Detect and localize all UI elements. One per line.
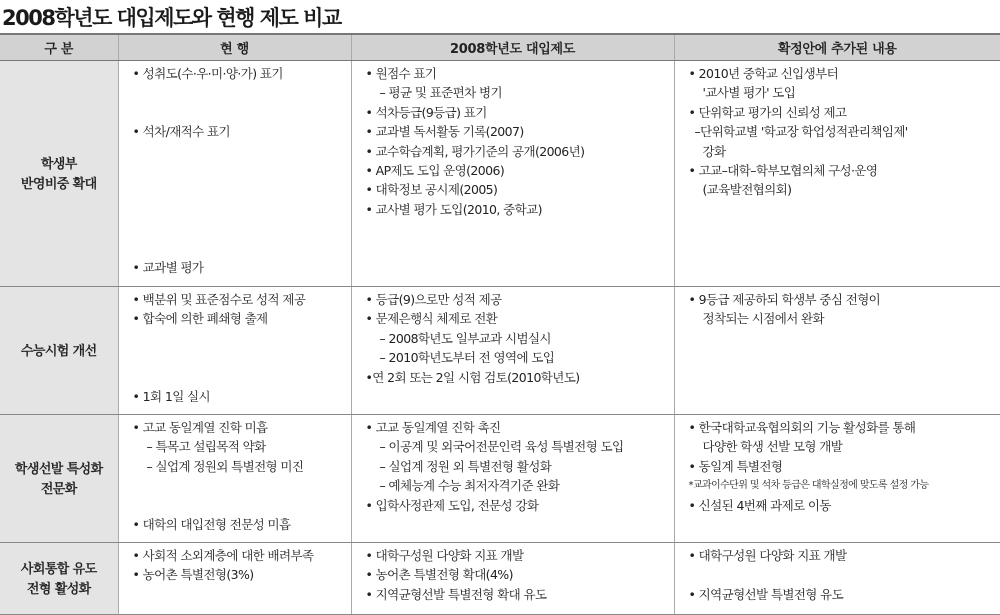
list-item: • 9등급 제공하되 학생부 중심 전형이 (688, 292, 881, 307)
table-row (0, 543, 1000, 615)
current-cell (118, 415, 351, 543)
table-row (0, 287, 1000, 415)
list-item (133, 142, 347, 161)
list-item (133, 496, 347, 515)
list-item (133, 239, 347, 258)
category-line: 학생선발 특성화 (14, 462, 103, 478)
table-row (0, 61, 1000, 287)
plan-2008-cell (351, 415, 674, 543)
plan-2008-cell (351, 61, 674, 287)
list-item (133, 83, 347, 102)
list-subitem: '교사별 평가' 도입 (702, 85, 796, 101)
list-item: • 대학구성원 다양화 지표 개발 (688, 548, 847, 563)
list-item: • 한국대학교육협의회의 기능 활성화를 통해 (688, 420, 916, 435)
list-item: • 농어촌 특별전형(3%) (132, 567, 254, 583)
category-cell (0, 415, 118, 543)
list-subitem: – 예체능계 수능 최저자격기준 완화 (379, 478, 560, 494)
list-subitem: – 이공계 및 외국어전문인력 육성 특별전형 도입 (379, 439, 624, 455)
list-item: • 단위학교 평가의 신뢰성 제고 (688, 104, 847, 120)
list-item (133, 200, 347, 219)
list-item: • 지역균형선발 특별전형 유도 (688, 586, 844, 602)
list-item (133, 329, 347, 348)
list-item (133, 368, 347, 387)
list-item: • 대학정보 공시제(2005) (365, 182, 498, 198)
footnote: *교과이수단위 및 석차 등급은 대학실정에 맞도록 설정 가능 (688, 480, 929, 492)
list-item: • 1회 1일 실시 (132, 388, 210, 404)
list-item: •연 2회 또는 2일 시험 검토(2010학년도) (365, 369, 580, 385)
list-item: • 등급(9)으로만 성적 제공 (365, 292, 502, 307)
list-item: • 석차/재적수 표기 (132, 124, 230, 140)
list-item: • 지역균형선발 특별전형 확대 유도 (365, 586, 547, 602)
list-item: • 문제은행식 체제로 전환 (365, 311, 498, 327)
header-current: 현 행 (118, 34, 351, 61)
category-line: 반영비중 확대 (20, 176, 97, 192)
list-item: • 고교 동일계열 진학 촉진 (365, 420, 501, 435)
category-line: 전형 활성화 (26, 581, 91, 597)
list-item: • 백분위 및 표준점수로 성적 제공 (132, 292, 306, 307)
list-subitem: – 특목고 설립목적 약화 (146, 439, 266, 455)
category-line: 전문화 (40, 481, 77, 497)
list-item: • 입학사정관제 도입, 전문성 강화 (365, 497, 539, 513)
list-subitem: – 실업계 정원 외 특별전형 활성화 (379, 458, 552, 474)
category-cell (0, 287, 118, 415)
current-cell (118, 543, 351, 615)
header-added: 확정안에 추가된 내용 (674, 34, 1000, 61)
list-item: • 교사별 평가 도입(2010, 중학교) (365, 201, 542, 217)
list-item (133, 219, 347, 238)
added-cell (674, 287, 1000, 415)
added-cell (674, 61, 1000, 287)
list-item: • AP제도 도입 운영(2006) (365, 162, 505, 178)
list-item (689, 565, 997, 584)
added-cell (674, 543, 1000, 615)
table-header-row (0, 34, 1000, 61)
list-item: • 교과별 평가 (132, 259, 204, 275)
list-subitem: (교육발전협의회) (702, 182, 792, 198)
list-item: • 원점수 표기 (365, 66, 437, 81)
plan-2008-cell (351, 287, 674, 415)
header-category: 구 분 (0, 34, 118, 61)
list-subitem: – 2008학년도 일부교과 시범실시 (379, 330, 551, 346)
comparison-table (0, 33, 1000, 615)
category-cell (0, 543, 118, 615)
table-row (0, 415, 1000, 543)
list-subitem: – 평균 및 표준편차 병기 (379, 85, 502, 101)
plan-2008-cell (351, 543, 674, 615)
list-subitem: – 실업계 정원외 특별전형 미진 (146, 458, 304, 474)
list-item: • 대학의 대입전형 전문성 미흡 (132, 516, 291, 532)
list-item: • 신설된 4번째 과제로 이동 (688, 497, 831, 513)
list-item: • 고교–대학–학부모협의체 구성·운영 (688, 162, 878, 178)
list-item: • 석차등급(9등급) 표기 (365, 104, 487, 120)
list-item: • 사회적 소외계층에 대한 배려부족 (132, 548, 314, 563)
list-subitem: –단위학교별 '학교장 학업성적관리책임제' (694, 124, 908, 140)
list-item: • 합숙에 의한 폐쇄형 출제 (132, 311, 268, 327)
list-item: • 대학구성원 다양화 지표 개발 (365, 548, 524, 563)
list-subitem: 강화 (702, 143, 726, 159)
list-subitem: 다양한 학생 선발 모형 개발 (702, 439, 843, 455)
category-line: 학생부 (40, 157, 77, 173)
list-item (133, 476, 347, 495)
list-item: • 농어촌 특별전형 확대(4%) (365, 567, 513, 583)
list-subitem: – 2010학년도부터 전 영역에 도입 (379, 350, 555, 366)
category-line: 사회통합 유도 (20, 562, 97, 578)
list-item (133, 161, 347, 180)
header-plan-2008: 2008학년도 대입제도 (351, 34, 674, 61)
category-line: 수능시험 개선 (20, 343, 97, 359)
list-item: • 교수학습계획, 평가기준의 공개(2006년) (365, 143, 585, 159)
list-item: • 동일계 특별전형 (688, 458, 783, 474)
category-cell (0, 61, 118, 287)
current-cell (118, 61, 351, 287)
list-subitem: 정착되는 시점에서 완화 (702, 311, 824, 327)
current-cell (118, 287, 351, 415)
list-item: • 고교 동일계열 진학 미흡 (132, 420, 268, 435)
page-title: 2008학년도 대입제도와 현행 제도 비교 (2, 6, 341, 30)
added-cell (674, 415, 1000, 543)
list-item: • 성취도(수·우·미·양·가) 표기 (132, 66, 283, 81)
list-item (133, 348, 347, 367)
list-item (133, 180, 347, 199)
list-item (133, 103, 347, 122)
list-item: • 2010년 중학교 신입생부터 (688, 66, 839, 81)
list-item: • 교과별 독서활동 기록(2007) (365, 124, 524, 140)
